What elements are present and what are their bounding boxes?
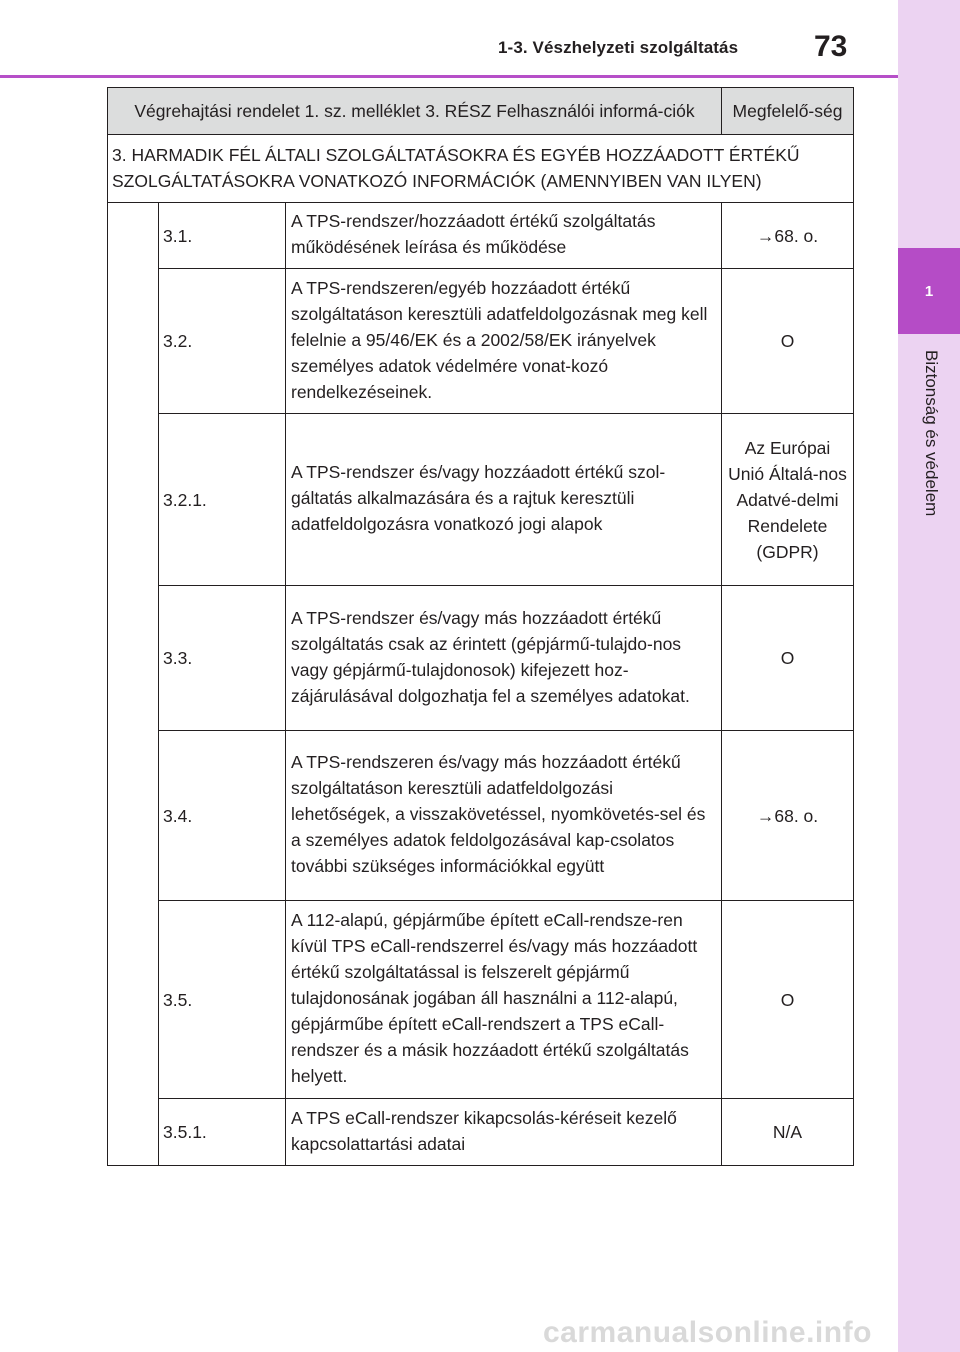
table-row — [108, 586, 854, 731]
table-row — [108, 731, 854, 901]
header-requirement: Végrehajtási rendelet 1. sz. melléklet 3. RÉSZ Felhasználói informá-ciók — [108, 88, 722, 135]
row-reference: O — [722, 269, 854, 414]
side-tab — [898, 0, 960, 1352]
table-row — [108, 203, 854, 269]
table-row — [108, 901, 854, 1099]
row-description: A 112-alapú, gépjárműbe épített eCall-rendsze-ren kívül TPS eCall-rendszerrel és/vagy más hozzáadott értékű szolgáltatással is felszerelt gépjármű tulajdonosának jogában áll használni a 112-alapú, gépjárműbe épített eCall-rendszert a TPS eCall-rendszer és a másik hozzáadott értékű szolgáltatás helyett. — [286, 901, 722, 1099]
row-reference: N/A — [722, 1099, 854, 1166]
info-table — [107, 87, 854, 1166]
chapter-label: Biztonság és védelem — [922, 350, 941, 517]
row-reference: →68. o. — [722, 203, 854, 269]
row-description: A TPS-rendszeren/egyéb hozzáadott értékű szolgáltatáson keresztüli adatfeldolgozásnak meg kell felelnie a 95/46/EK és a 2002/58/EK irányelvek személyes adatok védelmére vonat-kozó rendelkezéseinek. — [286, 269, 722, 414]
row-number: 3.2. — [159, 269, 286, 414]
row-number: 3.5.1. — [159, 1099, 286, 1166]
section-row — [108, 135, 854, 203]
row-number: 3.4. — [159, 731, 286, 901]
row-description: A TPS eCall-rendszer kikapcsolás-kéréseit kezelő kapcsolattartási adatai — [286, 1099, 722, 1166]
chapter-number-tab[interactable]: 1 — [898, 248, 960, 334]
row-number: 3.1. — [159, 203, 286, 269]
row-number: 3.3. — [159, 586, 286, 731]
header-compliance: Megfelelő-ség — [722, 88, 854, 135]
header-divider — [0, 75, 898, 78]
row-reference: O — [722, 901, 854, 1099]
row-description: A TPS-rendszer/hozzáadott értékű szolgáltatás működésének leírása és működése — [286, 203, 722, 269]
row-reference: O — [722, 586, 854, 731]
table-row — [108, 269, 854, 414]
row-description: A TPS-rendszeren és/vagy más hozzáadott értékű szolgáltatáson keresztüli adatfeldolgozási lehetőségek, a visszakövetéssel, nyomkövetés-sel és a személyes adatok feldolgozásával kap-csolatos további szükséges információkkal együtt — [286, 731, 722, 901]
section-heading: 3. HARMADIK FÉL ÁLTALI SZOLGÁLTATÁSOKRA ÉS EGYÉB HOZZÁADOTT ÉRTÉKŰ SZOLGÁLTATÁSOKRA VONATKOZÓ INFORMÁCIÓK (AMENNYIBEN VAN ILYEN) — [108, 135, 854, 203]
indent-cell — [108, 203, 159, 1166]
table-row — [108, 1099, 854, 1166]
section-title: 1-3. Vészhelyzeti szolgáltatás — [498, 38, 739, 57]
row-reference: Az Európai Unió Általá-nos Adatvé-delmi Rendelete (GDPR) — [722, 414, 854, 586]
table-header-row — [108, 88, 854, 135]
row-description: A TPS-rendszer és/vagy hozzáadott értékű szol-gáltatás alkalmazására és a rajtuk keresztüli adatfeldolgozásra vonatkozó jogi alapok — [286, 414, 722, 586]
watermark: carmanualsonline.info — [543, 1316, 872, 1349]
row-number: 3.5. — [159, 901, 286, 1099]
table-row — [108, 414, 854, 586]
row-number: 3.2.1. — [159, 414, 286, 586]
row-reference: →68. o. — [722, 731, 854, 901]
page-number: 73 — [814, 30, 848, 63]
row-description: A TPS-rendszer és/vagy más hozzáadott értékű szolgáltatás csak az érintett (gépjármű-tulajdo-nos vagy gépjármű-tulajdonosok) kifejezett hoz-zájárulásával dolgozhatja fel a személyes adatokat. — [286, 586, 722, 731]
